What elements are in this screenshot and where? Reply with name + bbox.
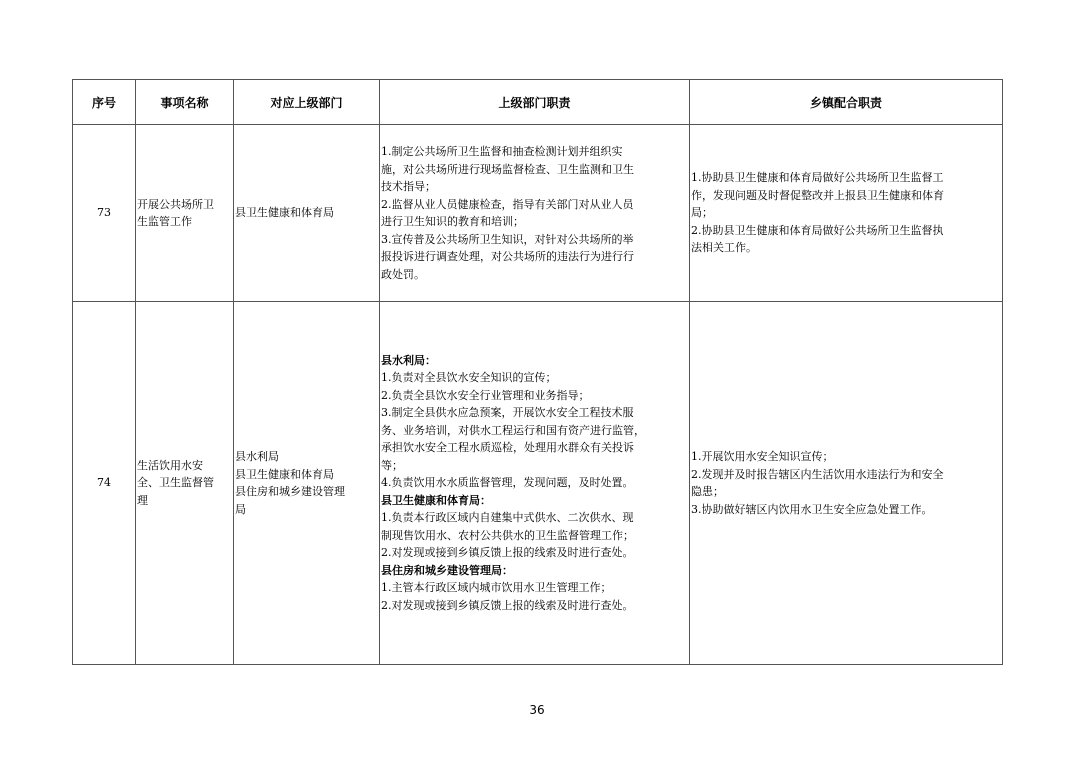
- town-duty-line: 2.协助县卫生健康和体育局做好公共场所卫生监督执: [691, 223, 944, 237]
- duty-line: 报投诉进行调查处理，对公共场所的违法行为进行行: [381, 250, 634, 263]
- town-duty-line: 1.开展饮用水安全知识宣传；: [691, 450, 834, 463]
- duty-line: 1.负责本行政区域内自建集中式供水、二次供水、现: [381, 511, 634, 525]
- duty-item: [381, 231, 688, 284]
- duty-line: 务、业务培训，对供水工程运行和国有资产进行监管，: [381, 423, 645, 437]
- town-duty-line: 局；: [691, 206, 713, 220]
- duty-line: 1.负责对全县饮水安全知识的宣传；: [381, 371, 557, 385]
- duty-line: 政处罚。: [381, 267, 425, 281]
- duty-line: 制现售饮用水、农村公共供水的卫生监督管理工作；: [381, 528, 634, 542]
- duty-line: 施，对公共场所进行现场监督检查、卫生监测和卫生: [381, 162, 634, 176]
- header-row: [73, 80, 1003, 125]
- page-number: 36: [529, 703, 545, 717]
- duty-table: [72, 79, 1003, 665]
- header-seq: 序号: [73, 80, 136, 125]
- upper-dept-cell: [234, 302, 380, 665]
- town-duty-line: 作，发现问题及时督促整改并上报县卫生健康和体育: [691, 188, 944, 202]
- header-upper-dept: 对应上级部门: [234, 80, 380, 125]
- header-upper-duty: 上级部门职责: [380, 80, 690, 125]
- town-duty-line: 1.协助县卫生健康和体育局做好公共场所卫生监督工: [691, 171, 944, 185]
- item-name-line: 生监管工作: [137, 215, 192, 228]
- upper-duty-cell: [380, 302, 690, 665]
- upper-duty-cell: [380, 125, 690, 302]
- table-row: [73, 302, 1003, 665]
- upper-dept-cell: [234, 125, 380, 302]
- duty-line: 2.对发现或接到乡镇反馈上报的线索及时进行查处。: [381, 598, 634, 612]
- town-duty-cell: [690, 125, 1003, 302]
- header-item-name: 事项名称: [136, 80, 234, 125]
- duty-line: 等；: [381, 458, 403, 472]
- duty-line: 2.对发现或接到乡镇反馈上报的线索及时进行查处。: [381, 546, 634, 560]
- row-number: 73: [73, 125, 136, 302]
- item-name-line: 开展公共场所卫: [137, 197, 214, 211]
- item-name-cell: [136, 302, 234, 665]
- item-name-line: 生活饮用水安: [137, 458, 203, 472]
- item-name-line: 理: [137, 493, 148, 507]
- duty-item: [381, 143, 688, 196]
- table-row: [73, 125, 1003, 302]
- dept-line: 局: [235, 502, 246, 516]
- duty-line: 承担饮水安全工程水质巡检，处理用水群众有关投诉: [381, 441, 634, 455]
- section-heading: 县卫生健康和体育局：: [381, 493, 491, 507]
- section-heading: 县水利局：: [381, 353, 436, 367]
- dept-line: 县水利局: [235, 450, 279, 463]
- dept-line: 县住房和城乡建设管理: [235, 485, 345, 498]
- duty-line: 3.制定全县供水应急预案，开展饮水安全工程技术服: [381, 406, 634, 420]
- town-duty-line: 2.发现并及时报告辖区内生活饮用水违法行为和安全: [691, 467, 944, 481]
- item-name-cell: [136, 125, 234, 302]
- section-heading: 县住房和城乡建设管理局：: [381, 563, 513, 577]
- town-duty-line: 隐患；: [691, 485, 724, 498]
- duty-line: 技术指导；: [381, 180, 436, 193]
- dept-line: 县卫生健康和体育局: [235, 206, 334, 220]
- item-name-line: 全、卫生监督管: [137, 476, 214, 490]
- duty-item: [381, 196, 688, 231]
- duty-line: 3.宣传普及公共场所卫生知识，对针对公共场所的举: [381, 232, 634, 246]
- duty-line: 1.制定公共场所卫生监督和抽查检测计划并组织实: [381, 145, 623, 158]
- duty-line: 1.主管本行政区域内城市饮用水卫生管理工作；: [381, 581, 612, 595]
- header-town-duty: 乡镇配合职责: [690, 80, 1003, 125]
- duty-line: 4.负责饮用水水质监督管理，发现问题，及时处置。: [381, 476, 634, 490]
- duty-line: 2.负责全县饮水安全行业管理和业务指导；: [381, 388, 590, 402]
- town-duty-line: 3.协助做好辖区内饮用水卫生安全应急处置工作。: [691, 502, 933, 516]
- town-duty-cell: [690, 302, 1003, 665]
- town-duty-line: 法相关工作。: [691, 241, 757, 255]
- duty-line: 进行卫生知识的教育和培训；: [381, 215, 524, 228]
- dept-line: 县卫生健康和体育局: [235, 467, 334, 481]
- row-number: 74: [73, 302, 136, 665]
- duty-line: 2.监督从业人员健康检查，指导有关部门对从业人员: [381, 197, 634, 211]
